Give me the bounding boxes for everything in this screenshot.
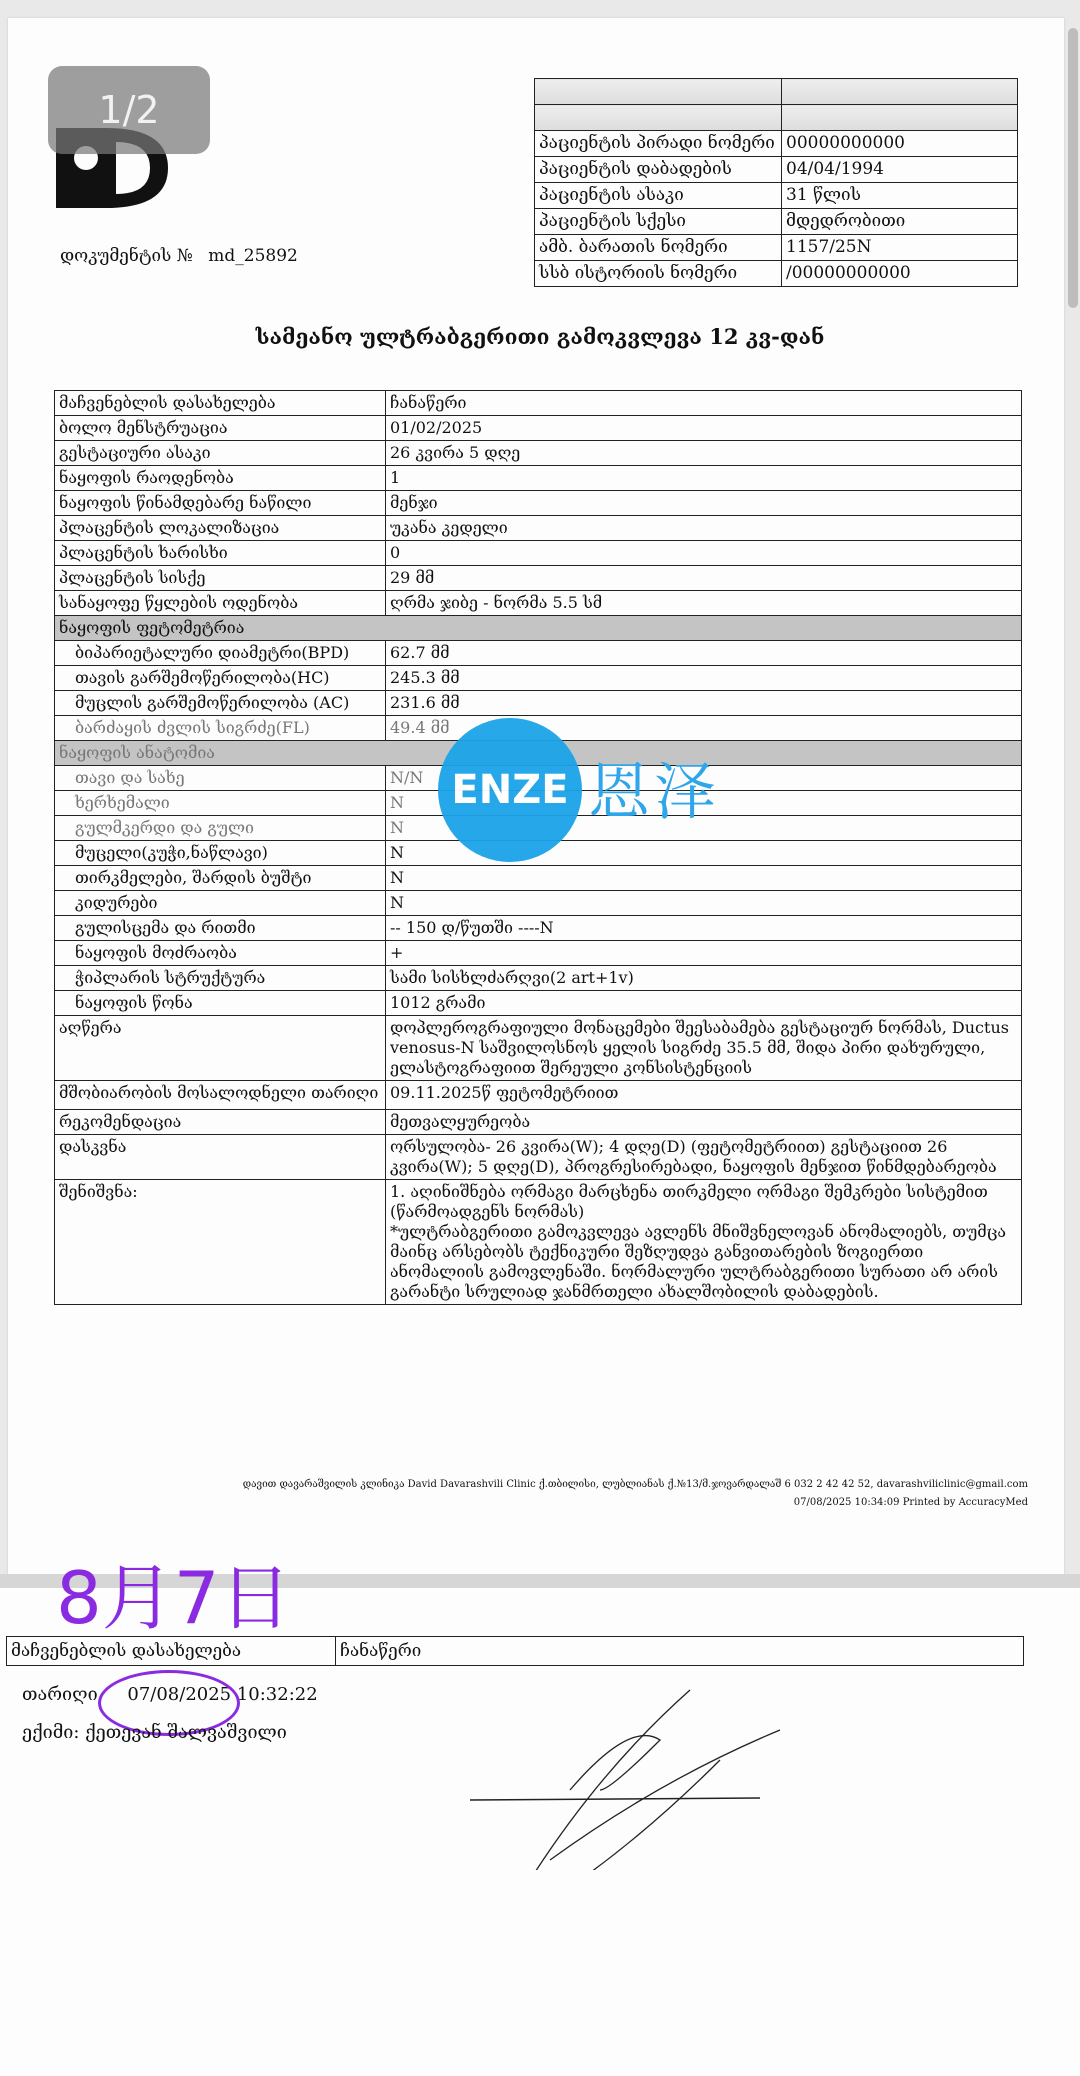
card-number-value: 1157/25N [782, 235, 1018, 261]
table-row [55, 591, 1022, 616]
row-label: მაჩვენებლის დასახელება [55, 391, 386, 416]
row-value: 62.7 მმ [386, 641, 1022, 666]
table-row [55, 391, 1022, 416]
table-row [55, 991, 1022, 1016]
row-value: 01/02/2025 [386, 416, 1022, 441]
card-number-label: ამბ. ბარათის ნომერი [535, 235, 782, 261]
page-footer [243, 1476, 1028, 1512]
table-row [55, 691, 1022, 716]
row-label: ბარძაყის ძვლის სიგრძე(FL) [55, 716, 386, 741]
table-row [55, 466, 1022, 491]
document-number [60, 246, 298, 266]
row-value: 26 კვირა 5 დღე [386, 441, 1022, 466]
table-row [55, 441, 1022, 466]
redacted-row [535, 105, 1018, 131]
row-value: N [386, 891, 1022, 916]
row-label: აღწერა [55, 1016, 386, 1081]
row-label: გესტაციური ასაკი [55, 441, 386, 466]
doctor-name: ექიმი: ქეთევან შალვაშვილი [22, 1722, 287, 1743]
row-label: შენიშვნა: [55, 1180, 386, 1305]
row-value: უკანა კედელი [386, 516, 1022, 541]
row-value: ორსულობა- 26 კვირა(W); 4 დღე(D) (ფეტომეტრიით) გესტაციით 26 კვირა(W); 5 დღე(D), პროგრესირებადი, ნაყოფის მენჯით წინმდებარეობა [386, 1135, 1022, 1180]
table-row [55, 541, 1022, 566]
table-row [55, 1180, 1022, 1305]
patient-row [535, 235, 1018, 261]
table-row [55, 641, 1022, 666]
table-row [55, 866, 1022, 891]
patient-row [535, 209, 1018, 235]
exam-date-value: 07/08/2025 10:32:22 [127, 1684, 318, 1705]
row-value: 29 მმ [386, 566, 1022, 591]
table-row [55, 891, 1022, 916]
row-label: ნაყოფის რაოდენობა [55, 466, 386, 491]
row-value: ჩანაწერი [386, 391, 1022, 416]
table-row [55, 1016, 1022, 1081]
watermark-logo: ENZE [438, 718, 582, 862]
row-value: ჩანაწერი [336, 1637, 1024, 1666]
note-line: 1. აღინიშნება ორმაგი მარცხენა თირკმელი ორმაგი შემკრები სისტემით (წარმოადგენს ნორმას) [390, 1182, 988, 1221]
patient-row [535, 261, 1018, 287]
table-row [7, 1637, 1024, 1666]
row-value: 0 [386, 541, 1022, 566]
footer-print-info: 07/08/2025 10:34:09 Printed by AccuracyMed [793, 1497, 1028, 1508]
row-value [386, 1180, 1022, 1305]
row-label: ნაყოფის მოძრაობა [55, 941, 386, 966]
row-label: პლაცენტის სისქე [55, 566, 386, 591]
redacted-row [535, 79, 1018, 105]
row-value: N [386, 866, 1022, 891]
row-label: გულმკერდი და გული [55, 816, 386, 841]
row-value: 245.3 მმ [386, 666, 1022, 691]
patient-sex-label: პაციენტის სქესი [535, 209, 782, 235]
document-number-label: დოკუმენტის № [60, 246, 193, 266]
row-label: კიდურები [55, 891, 386, 916]
row-label: ბიპარიეტალური დიამეტრი(BPD) [55, 641, 386, 666]
table-row [55, 666, 1022, 691]
row-label: პლაცენტის ლოკალიზაცია [55, 516, 386, 541]
document-number-value: md_25892 [208, 246, 298, 266]
row-value: -- 150 დ/წუთში ----N [386, 916, 1022, 941]
row-label: მუცლის გარშემოწერილობა (AC) [55, 691, 386, 716]
patient-age-value: 31 წლის [782, 183, 1018, 209]
section-header-fetometry [55, 616, 1022, 641]
row-value: N [386, 816, 1022, 841]
row-label: გულისცემა და რითმი [55, 916, 386, 941]
patient-id-label: პაციენტის პირადი ნომერი [535, 131, 782, 157]
doctor-signature [460, 1680, 790, 1870]
section-title: ნაყოფის ფეტომეტრია [55, 616, 1022, 641]
table-row [55, 566, 1022, 591]
patient-sex-value: მდედრობითი [782, 209, 1018, 235]
table-row [55, 916, 1022, 941]
patient-birth-label: პაციენტის დაბადების [535, 157, 782, 183]
table-row [55, 1110, 1022, 1135]
row-value: 09.11.2025წ ფეტომეტრიით [386, 1081, 1022, 1110]
row-value: N [386, 791, 1022, 816]
row-value: მენჯი [386, 491, 1022, 516]
row-value: 1 [386, 466, 1022, 491]
row-label: მაჩვენებლის დასახელება [7, 1637, 336, 1666]
patient-row [535, 157, 1018, 183]
patient-row [535, 183, 1018, 209]
table-row [55, 941, 1022, 966]
footer-address: დავით დავარაშვილის კლინიკა David Davarashvili Clinic ქ.თბილისი, ლუბლიანას ქ.№13/მ.ჯოვარდალაშ 6 032 2 42 42 52, davarashviliclinic@gmail.com [242, 1479, 1028, 1490]
watermark-text: 恩泽 [588, 755, 721, 828]
page2-header-table [6, 1636, 1024, 1666]
page-counter: 1/2 [48, 66, 210, 154]
row-value: დოპლეროგრაფიული მონაცემები შეესაბამება გესტაციურ ნორმას, Ductus venosus-N საშვილოსნოს ყელის სიგრძე 35.5 მმ, შიდა პირი დახურული, ელასტოგრაფიით შერეული კონსისტენციის [386, 1016, 1022, 1081]
row-value: 1012 გრამი [386, 991, 1022, 1016]
table-row [55, 1135, 1022, 1180]
row-value: 231.6 მმ [386, 691, 1022, 716]
row-label: ხერხემალი [55, 791, 386, 816]
row-label: დასკვნა [55, 1135, 386, 1180]
row-label: რეკომენდაცია [55, 1110, 386, 1135]
patient-info-table [534, 78, 1018, 287]
note-line: *ულტრაბგერითი გამოკვლევა ავლენს მნიშვნელოვან ანომალიებს, თუმცა მაინც არსებობს ტექნიკური შეზღუდვა განვითარების ზოგიერთი ანომალიის გამოვლენაში. ნორმალური ულტრაბგერითი სურათი არ არის გარანტი სრულიად ჯანმრთელი ახალშობილის დაბადების. [390, 1222, 1007, 1301]
report-title: სამეანო ულტრაბგერითი გამოკვლევა 12 კვ-დან [255, 324, 825, 349]
table-row [55, 416, 1022, 441]
patient-row [535, 131, 1018, 157]
row-label: თავი და სახე [55, 766, 386, 791]
row-value: ღრმა ჯიბე - ნორმა 5.5 სმ [386, 591, 1022, 616]
row-value: N [386, 841, 1022, 866]
section-title: ნაყოფის ანატომია [55, 741, 1022, 766]
row-label: მშობიარობის მოსალოდნელი თარიღი [55, 1081, 386, 1110]
table-row [55, 491, 1022, 516]
row-label: ნაყოფის წინამდებარე ნაწილი [55, 491, 386, 516]
row-label: პლაცენტის ხარისხი [55, 541, 386, 566]
history-number-value: /00000000000 [782, 261, 1018, 287]
row-value: 49.4 მმ [386, 716, 1022, 741]
row-label: ნაყოფის წონა [55, 991, 386, 1016]
table-row [55, 516, 1022, 541]
row-label: ჭიპლარის სტრუქტურა [55, 966, 386, 991]
row-label: ბოლო მენსტრუაცია [55, 416, 386, 441]
table-row [55, 1081, 1022, 1110]
patient-age-label: პაციენტის ასაკი [535, 183, 782, 209]
row-label: თავის გარშემოწერილობა(HC) [55, 666, 386, 691]
row-value: მეთვალყურეობა [386, 1110, 1022, 1135]
row-label: სანაყოფე წყლების ოდენობა [55, 591, 386, 616]
row-value: N/N [386, 766, 1022, 791]
patient-birth-value: 04/04/1994 [782, 157, 1018, 183]
scrollbar[interactable] [1068, 28, 1078, 308]
row-label: თირკმელები, შარდის ბუშტი [55, 866, 386, 891]
row-label: მუცელი(კუჭი,ნაწლავი) [55, 841, 386, 866]
history-number-label: სსბ ისტორიის ნომერი [535, 261, 782, 287]
handwritten-date-annotation: 8月7日 [56, 1556, 292, 1640]
row-value: + [386, 941, 1022, 966]
row-value: სამი სისხლძარღვი(2 art+1v) [386, 966, 1022, 991]
patient-id-value: 00000000000 [782, 131, 1018, 157]
table-row [55, 966, 1022, 991]
exam-date-label: თარიღი [22, 1684, 98, 1705]
